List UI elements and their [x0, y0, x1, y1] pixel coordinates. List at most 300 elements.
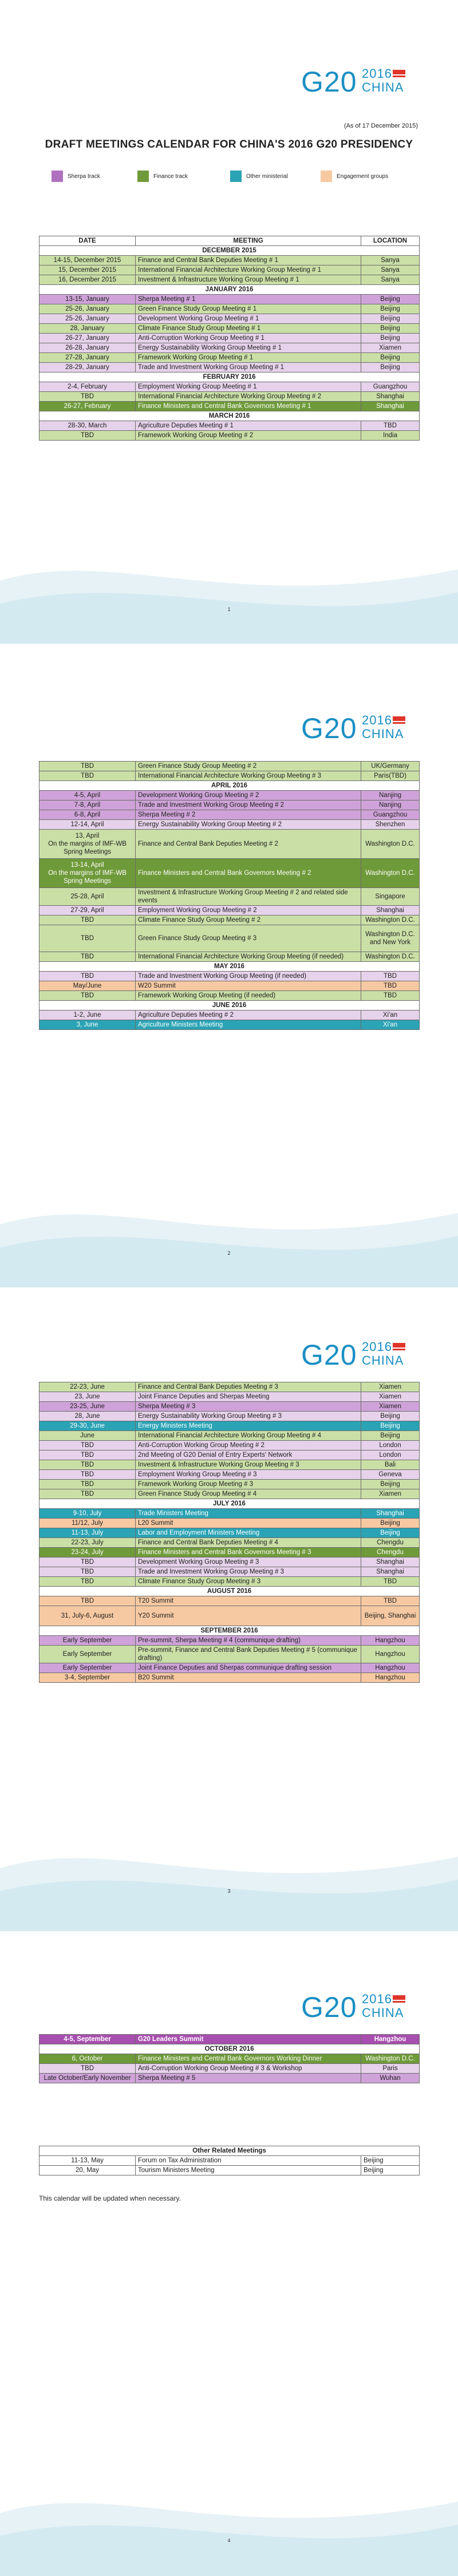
meeting-cell: Y20 Summit: [136, 1606, 361, 1626]
location-cell: Beijing: [361, 304, 420, 314]
meeting-cell: Joint Finance Deputies and Sherpas Meeting: [136, 1392, 361, 1402]
date-cell: 23-25, June: [40, 1402, 136, 1412]
location-cell: Beijing: [361, 2166, 420, 2175]
date-cell: Early September: [40, 1663, 136, 1673]
location-cell: TBD: [361, 981, 420, 991]
date-cell: TBD: [40, 1489, 136, 1499]
date-cell: 25-26, January: [40, 304, 136, 314]
meeting-cell: Energy Sustainability Working Group Meeting # 2: [136, 820, 361, 830]
meeting-row: [40, 1489, 420, 1499]
meeting-row: [40, 334, 420, 343]
date-cell: 6, October: [40, 2054, 136, 2064]
date-cell: 13-15, January: [40, 295, 136, 304]
legend-item-sherpa: Sherpa track: [52, 171, 100, 182]
location-cell: Hangzhou: [361, 1673, 420, 1683]
meeting-row: [40, 431, 420, 441]
location-cell: Guangzhou: [361, 810, 420, 820]
other-meeting-row: [40, 2156, 420, 2166]
month-header-row: [40, 1499, 420, 1509]
meeting-row: [40, 1480, 420, 1489]
meeting-row: [40, 343, 420, 353]
meeting-cell: Trade and Investment Working Group Meeting (if needed): [136, 972, 361, 981]
location-cell: Chengdu: [361, 1548, 420, 1558]
page-2: [0, 644, 458, 1287]
date-cell: May/June: [40, 981, 136, 991]
meeting-row: [40, 830, 420, 859]
meeting-cell: Sherpa Meeting # 3: [136, 1402, 361, 1412]
meeting-row: [40, 314, 420, 324]
meeting-row: [40, 295, 420, 304]
meeting-row: [40, 363, 420, 372]
meeting-row: [40, 991, 420, 1001]
date-cell: TBD: [40, 1596, 136, 1606]
meeting-row: [40, 1441, 420, 1451]
meeting-cell: G20 Leaders Summit: [136, 2035, 361, 2044]
wave-decoration: [0, 2467, 458, 2576]
date-cell: TBD: [40, 2064, 136, 2074]
meeting-cell: B20 Summit: [136, 1673, 361, 1683]
date-cell: 20, May: [40, 2166, 136, 2175]
month-header-row: [40, 1626, 420, 1636]
date-cell: 27-29, April: [40, 906, 136, 916]
meeting-cell: Green Finance Study Group Meeting # 2: [136, 762, 361, 771]
meeting-cell: Finance and Central Bank Deputies Meeting # 1: [136, 256, 361, 265]
meeting-cell: International Financial Architecture Working Group Meeting # 4: [136, 1431, 361, 1441]
meeting-cell: Framework Working Group Meeting # 1: [136, 353, 361, 363]
location-cell: Paris: [361, 2064, 420, 2074]
meeting-cell: Trade and Investment Working Group Meeting # 2: [136, 800, 361, 810]
location-cell: Hangzhou: [361, 1636, 420, 1646]
meeting-row: [40, 800, 420, 810]
location-cell: TBD: [361, 1577, 420, 1587]
page-3: [0, 1287, 458, 1931]
meeting-row: [40, 392, 420, 402]
legend-item-finance: Finance track: [137, 171, 188, 182]
date-cell: 28, January: [40, 324, 136, 334]
date-cell: TBD: [40, 972, 136, 981]
location-cell: Shanghai: [361, 1567, 420, 1577]
meeting-row: [40, 382, 420, 392]
month-header: JANUARY 2016: [40, 285, 420, 295]
date-cell: 23-24, July: [40, 1548, 136, 1558]
meeting-row: [40, 2074, 420, 2083]
wave-decoration: [0, 1822, 458, 1931]
location-cell: Xiamen: [361, 1382, 420, 1392]
location-cell: Washington D.C.: [361, 830, 420, 859]
location-cell: Xiamen: [361, 343, 420, 353]
page-number: 3: [227, 1888, 231, 1894]
date-cell: 6-8, April: [40, 810, 136, 820]
meeting-row: [40, 1528, 420, 1538]
meeting-row: [40, 2054, 420, 2064]
meeting-row: [40, 981, 420, 991]
meeting-cell: Investment & Infrastructure Working Group Meeting # 1: [136, 275, 361, 285]
date-cell: TBD: [40, 762, 136, 771]
meeting-cell: Finance and Central Bank Deputies Meeting # 3: [136, 1382, 361, 1392]
meeting-row: [40, 1558, 420, 1567]
date-cell: 11/12, July: [40, 1519, 136, 1528]
location-cell: Beijing: [361, 363, 420, 372]
footer-note: This calendar will be updated when necessary.: [39, 2194, 181, 2202]
month-header: FEBRUARY 2016: [40, 372, 420, 382]
location-cell: Chengdu: [361, 1538, 420, 1548]
meeting-row: [40, 353, 420, 363]
month-header-row: [40, 1001, 420, 1010]
header-meeting: MEETING: [136, 236, 361, 246]
date-cell: 13-14, April On the margins of IMF-WB Spring Meetings: [40, 859, 136, 888]
date-cell: 25-28, April: [40, 888, 136, 906]
meeting-cell: Agriculture Deputies Meeting # 1: [136, 421, 361, 431]
meeting-cell: Employment Working Group Meeting # 1: [136, 382, 361, 392]
page-number: 2: [227, 1250, 231, 1256]
location-cell: Shenzhen: [361, 820, 420, 830]
g20-logo: G20 2016 CHINA: [301, 1988, 439, 2023]
calendar-table-2: [39, 761, 420, 1030]
location-cell: Beijing: [361, 1412, 420, 1421]
date-cell: 22-23, July: [40, 1538, 136, 1548]
date-cell: 23, June: [40, 1392, 136, 1402]
location-cell: Xi'an: [361, 1020, 420, 1030]
page-1: [0, 0, 458, 644]
date-cell: TBD: [40, 1451, 136, 1460]
meeting-cell: Trade Ministers Meeting: [136, 1509, 361, 1519]
location-cell: Shanghai: [361, 1558, 420, 1567]
date-cell: TBD: [40, 431, 136, 441]
location-cell: Xiamen: [361, 1402, 420, 1412]
meeting-row: [40, 1392, 420, 1402]
meeting-row: [40, 421, 420, 431]
meeting-row: [40, 771, 420, 781]
meeting-cell: International Financial Architecture Working Group Meeting (if needed): [136, 952, 361, 962]
month-header: DECEMBER 2015: [40, 246, 420, 256]
meeting-cell: International Financial Architecture Working Group Meeting # 2: [136, 392, 361, 402]
date-cell: 12-14, April: [40, 820, 136, 830]
meeting-cell: Framework Working Group Meeting # 2: [136, 431, 361, 441]
meeting-cell: Trade and Investment Working Group Meeting # 3: [136, 1567, 361, 1577]
meeting-cell: Finance Ministers and Central Bank Governors Meeting # 3: [136, 1548, 361, 1558]
location-cell: Geneva: [361, 1470, 420, 1480]
meeting-cell: Energy Sustainability Working Group Meeting # 3: [136, 1412, 361, 1421]
meeting-cell: Framework Working Group Meeting (if needed): [136, 991, 361, 1001]
meeting-row: [40, 810, 420, 820]
month-header-row: [40, 2044, 420, 2054]
meeting-row: [40, 972, 420, 981]
date-cell: 27-28, January: [40, 353, 136, 363]
meeting-cell: Green Finance Study Group Meeting # 1: [136, 304, 361, 314]
meeting-row: [40, 1548, 420, 1558]
date-cell: 26-28, January: [40, 343, 136, 353]
meeting-cell: Finance Ministers and Central Bank Governors Meeting # 1: [136, 402, 361, 411]
meeting-cell: Development Working Group Meeting # 3: [136, 1558, 361, 1567]
month-header-row: [40, 1587, 420, 1596]
date-cell: TBD: [40, 1577, 136, 1587]
location-cell: Beijing: [361, 353, 420, 363]
location-cell: Beijing: [361, 1519, 420, 1528]
location-cell: TBD: [361, 1596, 420, 1606]
location-cell: TBD: [361, 972, 420, 981]
date-cell: 3, June: [40, 1020, 136, 1030]
meeting-cell: Sherpa Meeting # 1: [136, 295, 361, 304]
header-location: LOCATION: [361, 236, 420, 246]
date-cell: 11-13, July: [40, 1528, 136, 1538]
location-cell: Hangzhou: [361, 1663, 420, 1673]
date-cell: TBD: [40, 771, 136, 781]
date-cell: 7-8, April: [40, 800, 136, 810]
meeting-row: [40, 1470, 420, 1480]
date-cell: TBD: [40, 952, 136, 962]
meeting-row: [40, 1460, 420, 1470]
legend-item-engagement: Engagement groups: [321, 171, 388, 182]
meeting-cell: Framework Working Group Meeting # 3: [136, 1480, 361, 1489]
month-header: SEPTEMBER 2016: [40, 1626, 420, 1636]
meeting-row: [40, 888, 420, 906]
meeting-cell: Climate Finance Study Group Meeting # 3: [136, 1577, 361, 1587]
meeting-cell: Anti-Corruption Working Group Meeting # 1: [136, 334, 361, 343]
other-meetings-title: Other Related Meetings: [40, 2146, 420, 2156]
meeting-cell: Investment & Infrastructure Working Group Meeting # 2 and related side events: [136, 888, 361, 906]
meeting-row: [40, 906, 420, 916]
date-cell: 1-2, June: [40, 1010, 136, 1020]
meeting-cell: Energy Sustainability Working Group Meeting # 1: [136, 343, 361, 353]
meeting-cell: Pre-summit, Sherpa Meeting # 4 (communique drafting): [136, 1636, 361, 1646]
month-header: MARCH 2016: [40, 411, 420, 421]
meeting-row: [40, 820, 420, 830]
meeting-row: [40, 859, 420, 888]
page-number: 4: [227, 2538, 231, 2543]
date-cell: TBD: [40, 991, 136, 1001]
date-cell: TBD: [40, 1470, 136, 1480]
location-cell: TBD: [361, 991, 420, 1001]
location-cell: Nanjing: [361, 800, 420, 810]
meeting-cell: International Financial Architecture Working Group Meeting # 3: [136, 771, 361, 781]
meeting-cell: Forum on Tax Administration: [136, 2156, 361, 2166]
month-header: MAY 2016: [40, 962, 420, 972]
date-cell: 25-26, January: [40, 314, 136, 324]
legend: [52, 171, 418, 184]
date-cell: 26-27, February: [40, 402, 136, 411]
meeting-cell: Climate Finance Study Group Meeting # 2: [136, 916, 361, 925]
location-cell: Beijing: [361, 314, 420, 324]
date-cell: 13, April On the margins of IMF-WB Spring Meetings: [40, 830, 136, 859]
meeting-row: [40, 916, 420, 925]
meeting-cell: Joint Finance Deputies and Sherpas communique drafting session: [136, 1663, 361, 1673]
meeting-row: [40, 1020, 420, 1030]
month-header: AUGUST 2016: [40, 1587, 420, 1596]
month-header: APRIL 2016: [40, 781, 420, 791]
other-meetings-table: [39, 2146, 420, 2175]
location-cell: Xiamen: [361, 1489, 420, 1499]
location-cell: Xi'an: [361, 1010, 420, 1020]
meeting-cell: T20 Summit: [136, 1596, 361, 1606]
location-cell: London: [361, 1451, 420, 1460]
calendar-table-3: [39, 1382, 420, 1683]
meeting-cell: Investment & Infrastructure Working Group Meeting # 3: [136, 1460, 361, 1470]
meeting-cell: Employment Working Group Meeting # 2: [136, 906, 361, 916]
meeting-cell: Anti-Corruption Working Group Meeting # 2: [136, 1441, 361, 1451]
date-cell: June: [40, 1431, 136, 1441]
location-cell: Guangzhou: [361, 382, 420, 392]
date-cell: 2-4, February: [40, 382, 136, 392]
location-cell: Beijing: [361, 2156, 420, 2166]
location-cell: Shanghai: [361, 1509, 420, 1519]
month-header: OCTOBER 2016: [40, 2044, 420, 2054]
date-cell: Early September: [40, 1646, 136, 1663]
date-cell: TBD: [40, 1480, 136, 1489]
meeting-row: [40, 1538, 420, 1548]
date-cell: TBD: [40, 925, 136, 952]
meeting-cell: Sherpa Meeting # 2: [136, 810, 361, 820]
meeting-row: [40, 925, 420, 952]
date-cell: 22-23, June: [40, 1382, 136, 1392]
meeting-cell: Employment Working Group Meeting # 3: [136, 1470, 361, 1480]
date-cell: 9-10, July: [40, 1509, 136, 1519]
meeting-cell: W20 Summit: [136, 981, 361, 991]
date-cell: 29-30, June: [40, 1421, 136, 1431]
location-cell: Beijing: [361, 1528, 420, 1538]
meeting-cell: Tourism Ministers Meeting: [136, 2166, 361, 2175]
location-cell: Bali: [361, 1460, 420, 1470]
legend-item-ministerial: Other ministerial: [230, 171, 288, 182]
location-cell: Beijing: [361, 1421, 420, 1431]
date-cell: 28-30, March: [40, 421, 136, 431]
meeting-row: [40, 1596, 420, 1606]
meeting-row: [40, 1451, 420, 1460]
date-cell: 14-15, December 2015: [40, 256, 136, 265]
meeting-row: [40, 1010, 420, 1020]
meeting-cell: Trade and Investment Working Group Meeting # 1: [136, 363, 361, 372]
location-cell: Singapore: [361, 888, 420, 906]
meeting-cell: Finance and Central Bank Deputies Meeting # 2: [136, 830, 361, 859]
meeting-row: [40, 1636, 420, 1646]
location-cell: Washington D.C. and New York: [361, 925, 420, 952]
location-cell: Hangzhou: [361, 1646, 420, 1663]
meeting-row: [40, 952, 420, 962]
date-cell: 31, July-6, August: [40, 1606, 136, 1626]
other-meeting-row: [40, 2166, 420, 2175]
location-cell: Wuhan: [361, 2074, 420, 2083]
location-cell: Nanjing: [361, 791, 420, 800]
location-cell: Sanya: [361, 256, 420, 265]
meeting-cell: Green Finance Study Group Meeting # 4: [136, 1489, 361, 1499]
month-header: JULY 2016: [40, 1499, 420, 1509]
document-title: DRAFT MEETINGS CALENDAR FOR CHINA'S 2016 G20 PRESIDENCY: [45, 138, 413, 150]
meeting-row: [40, 324, 420, 334]
meeting-cell: Development Working Group Meeting # 2: [136, 791, 361, 800]
meeting-row: [40, 2064, 420, 2074]
meeting-cell: Finance and Central Bank Deputies Meeting # 4: [136, 1538, 361, 1548]
location-cell: Sanya: [361, 265, 420, 275]
location-cell: Shanghai: [361, 906, 420, 916]
meeting-row: [40, 2035, 420, 2044]
location-cell: Beijing: [361, 1431, 420, 1441]
header-date: DATE: [40, 236, 136, 246]
meeting-row: [40, 1509, 420, 1519]
wave-decoration: [0, 1179, 458, 1287]
meeting-row: [40, 1606, 420, 1626]
month-header-row: [40, 962, 420, 972]
meeting-cell: Green Finance Study Group Meeting # 3: [136, 925, 361, 952]
month-header-row: [40, 285, 420, 295]
location-cell: TBD: [361, 421, 420, 431]
date-cell: TBD: [40, 916, 136, 925]
meeting-cell: Energy Ministers Meeting: [136, 1421, 361, 1431]
month-header-row: [40, 246, 420, 256]
meeting-cell: 2nd Meeting of G20 Denial of Entry Experts' Network: [136, 1451, 361, 1460]
date-cell: 4-5, September: [40, 2035, 136, 2044]
meeting-cell: Anti-Corruption Working Group Meeting # 3 & Workshop: [136, 2064, 361, 2074]
date-cell: TBD: [40, 1567, 136, 1577]
location-cell: Shanghai: [361, 392, 420, 402]
meeting-row: [40, 1382, 420, 1392]
location-cell: Sanya: [361, 275, 420, 285]
meeting-row: [40, 275, 420, 285]
date-cell: TBD: [40, 392, 136, 402]
date-cell: TBD: [40, 1441, 136, 1451]
date-cell: Late October/Early November: [40, 2074, 136, 2083]
meeting-row: [40, 1402, 420, 1412]
meeting-row: [40, 1412, 420, 1421]
meeting-row: [40, 1567, 420, 1577]
meeting-cell: Agriculture Deputies Meeting # 2: [136, 1010, 361, 1020]
date-cell: 28, June: [40, 1412, 136, 1421]
location-cell: Hangzhou: [361, 2035, 420, 2044]
location-cell: Shanghai: [361, 402, 420, 411]
location-cell: Beijing, Shanghai: [361, 1606, 420, 1626]
meeting-row: [40, 1519, 420, 1528]
location-cell: London: [361, 1441, 420, 1451]
meeting-cell: L20 Summit: [136, 1519, 361, 1528]
meeting-row: [40, 1421, 420, 1431]
date-cell: 15, December 2015: [40, 265, 136, 275]
meeting-cell: Development Working Group Meeting # 1: [136, 314, 361, 324]
meeting-cell: Agriculture Ministers Meeting: [136, 1020, 361, 1030]
wave-decoration: [0, 535, 458, 644]
date-cell: 3-4, September: [40, 1673, 136, 1683]
page-number: 1: [227, 607, 231, 612]
meeting-row: [40, 256, 420, 265]
meeting-row: [40, 1431, 420, 1441]
meeting-row: [40, 791, 420, 800]
meeting-cell: International Financial Architecture Working Group Meeting # 1: [136, 265, 361, 275]
month-header: JUNE 2016: [40, 1001, 420, 1010]
location-cell: Washington D.C.: [361, 916, 420, 925]
meeting-row: [40, 1673, 420, 1683]
location-cell: UK/Germany: [361, 762, 420, 771]
meeting-cell: Finance Ministers and Central Bank Governors Meeting # 2: [136, 859, 361, 888]
location-cell: Paris(TBD): [361, 771, 420, 781]
meeting-cell: Labor and Employment Ministers Meeting: [136, 1528, 361, 1538]
date-cell: 26-27, January: [40, 334, 136, 343]
meeting-cell: Finance Ministers and Central Bank Governors Working Dinner: [136, 2054, 361, 2064]
location-cell: Xiamen: [361, 1392, 420, 1402]
location-cell: Beijing: [361, 295, 420, 304]
g20-logo: G20 2016 CHINA: [301, 710, 439, 744]
as-of-date: (As of 17 December 2015): [344, 122, 418, 129]
date-cell: 16, December 2015: [40, 275, 136, 285]
calendar-table-1: [39, 236, 420, 441]
location-cell: Washington D.C.: [361, 859, 420, 888]
meeting-row: [40, 1663, 420, 1673]
date-cell: 4-5, April: [40, 791, 136, 800]
date-cell: TBD: [40, 1460, 136, 1470]
date-cell: 11-13, May: [40, 2156, 136, 2166]
calendar-table-4: [39, 2034, 420, 2083]
month-header-row: [40, 411, 420, 421]
g20-logo: G20 2016 CHINA: [301, 1336, 439, 1370]
meeting-row: [40, 402, 420, 411]
location-cell: Washington D.C.: [361, 2054, 420, 2064]
meeting-row: [40, 304, 420, 314]
